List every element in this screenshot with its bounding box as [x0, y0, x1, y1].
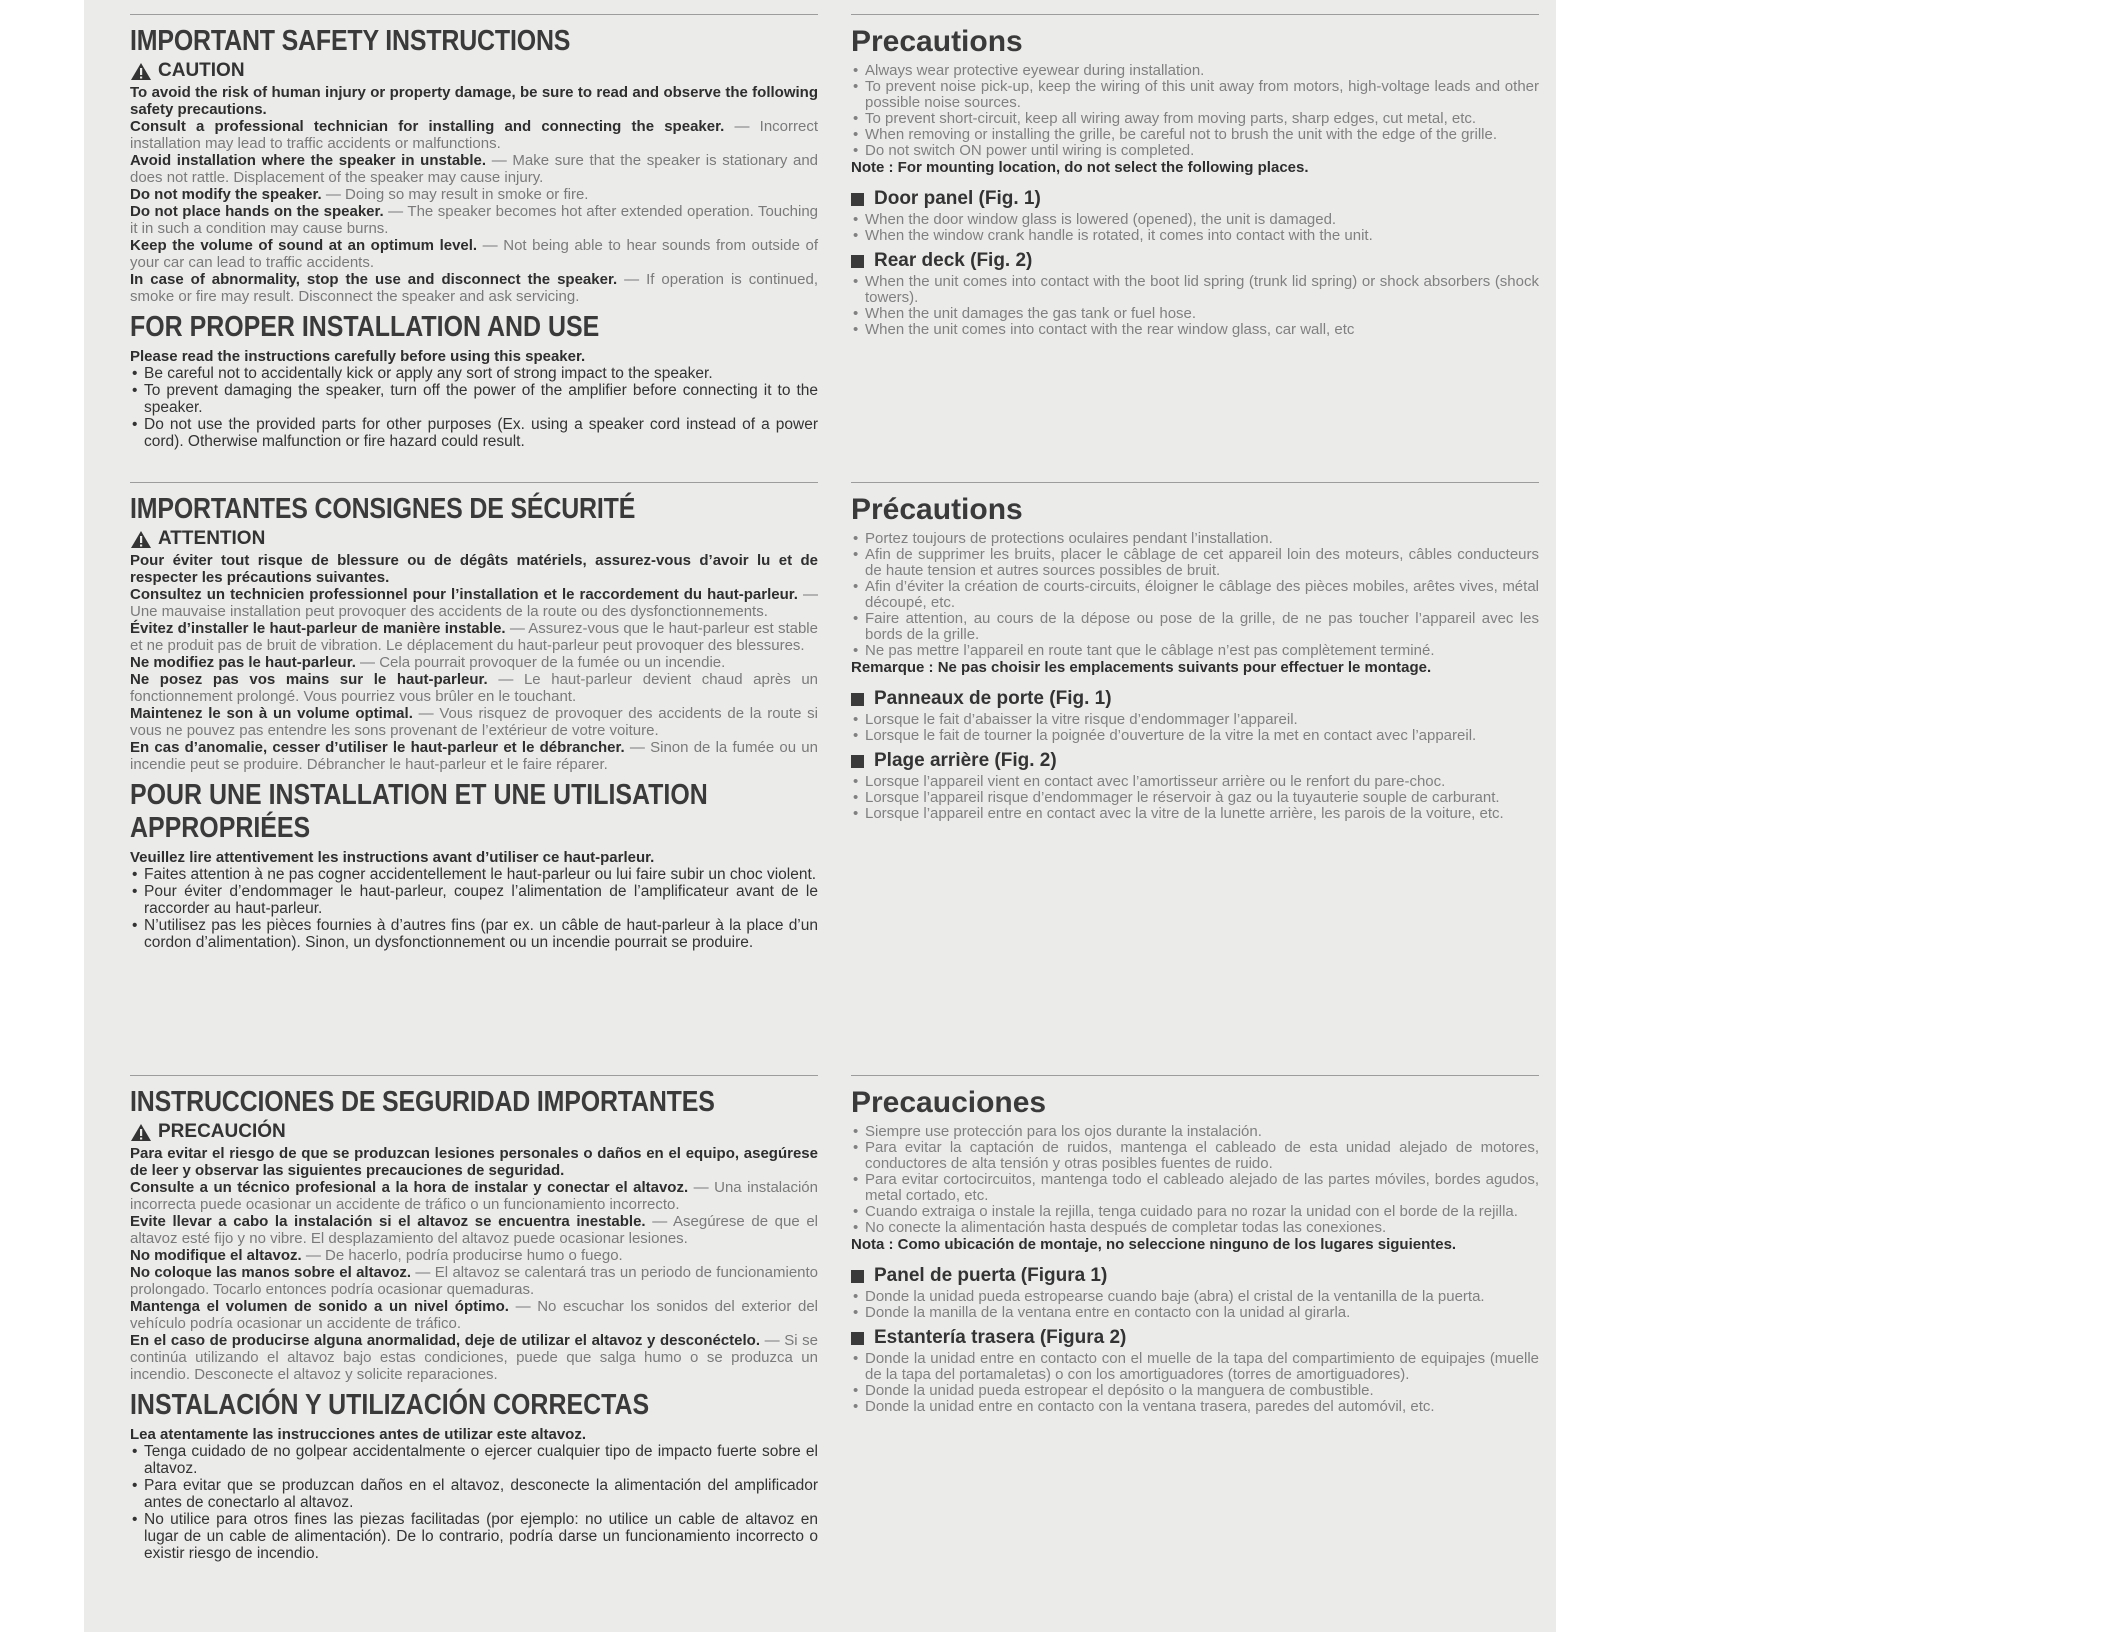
section-divider: [130, 1075, 818, 1076]
list-item: • Lorsque le fait de tourner la poignée d’ouverture de la vitre la met en contact avec l’appareil.: [851, 728, 1539, 744]
safety-item: In case of abnormality, stop the use and disconnect the speaker. — If operation is continued, smoke or fire may result. Disconnect the speaker and ask servicing.: [130, 271, 818, 305]
en-safety-section: [130, 14, 818, 450]
section-divider: [130, 14, 818, 15]
list-item: • Always wear protective eyewear during installation.: [851, 63, 1539, 79]
en-install-title: FOR PROPER INSTALLATION AND USE: [130, 311, 600, 343]
list-item: • Lorsque l’appareil entre en contact avec la vitre de la lunette arrière, les parois de la voiture, etc.: [851, 806, 1539, 822]
es-rear-heading: Estantería trasera (Figura 2): [851, 1327, 1539, 1349]
safety-item: Évitez d’installer le haut-parleur de manière instable. — Assurez-vous que le haut-parleur est stable et ne produit pas de bruit de vibration. Le déplacement du haut-parleur peut provoquer des blessures.: [130, 620, 818, 654]
square-bullet-icon: [851, 755, 864, 768]
section-divider: [851, 482, 1539, 483]
fr-install-lead: Veuillez lire attentivement les instructions avant d’utiliser ce haut-parleur.: [130, 849, 655, 866]
es-precautions-list: [851, 1124, 1539, 1236]
safety-item: Consult a professional technician for installing and connecting the speaker. — Incorrect installation may lead to traffic accidents or malfunctions.: [130, 118, 819, 152]
en-door-list: [851, 212, 1539, 244]
list-item: • Afin de supprimer les bruits, placer le câblage de cet appareil loin des moteurs, câbles conducteurs de haute tension et autres sources possibles de bruit.: [851, 547, 1539, 579]
list-item: • No conecte la alimentación hasta después de completar todas las conexiones.: [851, 1220, 1539, 1236]
list-item: • When the door window glass is lowered (opened), the unit is damaged.: [851, 212, 1539, 228]
en-precautions-section: [851, 14, 1539, 338]
fr-caution-label: ATTENTION: [158, 528, 266, 549]
section-divider: [851, 14, 1539, 15]
list-item: • Pour éviter d’endommager le haut-parleur, coupez l’alimentation de l’amplificateur avant de le raccorder au haut-parleur.: [130, 883, 818, 917]
en-safety-title: IMPORTANT SAFETY INSTRUCTIONS: [130, 25, 571, 57]
fr-install-title: POUR UNE INSTALLATION ET UNE UTILISATION APPROPRIÉES: [130, 779, 708, 844]
list-item: • Lorsque le fait d’abaisser la vitre risque d’endommager l’appareil.: [851, 712, 1539, 728]
list-item: • Cuando extraiga o instale la rejilla, tenga cuidado para no rozar la unidad con el borde de la rejilla.: [851, 1204, 1539, 1220]
list-item: • Ne pas mettre l’appareil en route tant que le câblage n’est pas complètement terminé.: [851, 643, 1539, 659]
en-install-lead: Please read the instructions carefully before using this speaker.: [130, 348, 586, 365]
list-item: • Portez toujours de protections oculaires pendant l’installation.: [851, 531, 1539, 547]
list-item: • To prevent damaging the speaker, turn off the power of the amplifier before connecting it to the speaker.: [130, 382, 818, 416]
safety-item: No modifique el altavoz. — De hacerlo, podría producirse humo o fuego.: [130, 1247, 623, 1264]
en-precautions-list: [851, 63, 1539, 159]
safety-item: Consulte a un técnico profesional a la hora de instalar y conectar el altavoz. — Una instalación incorrecta puede ocasionar un accidente de tráfico o un funcionamiento incorrecto.: [130, 1179, 818, 1213]
list-item: • When the unit comes into contact with the boot lid spring (trunk lid spring) or shock absorbers (shock towers).: [851, 274, 1539, 306]
square-bullet-icon: [851, 255, 864, 268]
safety-item: Mantenga el volumen de sonido a un nivel óptimo. — No escuchar los sonidos del exterior del vehículo podría ocasionar un accidente de tráfico.: [130, 1298, 819, 1332]
es-install-lead: Lea atentamente las instrucciones antes de utilizar este altavoz.: [130, 1426, 586, 1443]
es-safety-section: [130, 1075, 818, 1562]
en-safety-items: [130, 118, 818, 305]
safety-item: No coloque las manos sobre el altavoz. — El altavoz se calentará tras un periodo de funcionamiento prolongado. Tocarlo entonces podría ocasionar quemaduras.: [130, 1264, 819, 1298]
es-caution-heading: [130, 1121, 818, 1143]
en-rear-heading: Rear deck (Fig. 2): [851, 250, 1539, 272]
list-item: • When the unit comes into contact with the rear window glass, car wall, etc: [851, 322, 1539, 338]
es-safety-items: [130, 1179, 818, 1383]
es-precautions-title: Precauciones: [851, 1086, 1047, 1119]
fr-rear-heading: Plage arrière (Fig. 2): [851, 750, 1539, 772]
list-item: • Do not switch ON power until wiring is completed.: [851, 143, 1539, 159]
list-item: • Faites attention à ne pas cogner accidentellement le haut-parleur ou lui faire subir un choc violent.: [130, 866, 818, 883]
fr-caution-lead: Pour éviter tout risque de blessure ou de dégâts matériels, assurez-vous d’avoir lu et de respecter les précautions suivantes.: [130, 552, 818, 586]
warning-triangle-icon: [130, 1123, 152, 1142]
list-item: • Faire attention, au cours de la dépose ou pose de la grille, de ne pas toucher l’appareil avec les bords de la grille.: [851, 611, 1539, 643]
list-item: • Be careful not to accidentally kick or apply any sort of strong impact to the speaker.: [130, 365, 818, 382]
list-item: • Lorsque l’appareil vient en contact avec l’amortisseur arrière ou le renfort du pare-choc.: [851, 774, 1539, 790]
en-precautions-title: Precautions: [851, 25, 1023, 58]
fr-install-list: [130, 866, 818, 951]
warning-triangle-icon: [130, 530, 152, 549]
list-item: • When the window crank handle is rotated, it comes into contact with the unit.: [851, 228, 1539, 244]
list-item: • When the unit damages the gas tank or fuel hose.: [851, 306, 1539, 322]
fr-safety-section: [130, 482, 818, 951]
en-install-list: [130, 365, 818, 450]
en-mounting-note: Note : For mounting location, do not select the following places.: [851, 159, 1309, 176]
fr-precautions-list: [851, 531, 1539, 659]
fr-precautions-section: [851, 482, 1539, 822]
fr-rear-list: [851, 774, 1539, 822]
fr-safety-items: [130, 586, 818, 773]
list-item: • N’utilisez pas les pièces fournies à d’autres fins (par ex. un câble de haut-parleur à la place d’un cordon d’alimentation). Sinon, un dysfonctionnement ou un incendie pourrait se produire.: [130, 917, 818, 951]
es-install-list: [130, 1443, 818, 1562]
es-caution-lead: Para evitar el riesgo de que se produzcan lesiones personales o daños en el equipo, asegúrese de leer y observar las siguientes precauciones de seguridad.: [130, 1145, 818, 1179]
list-item: • Para evitar que se produzcan daños en el altavoz, desconecte la alimentación del amplificador antes de conectarlo al altavoz.: [130, 1477, 818, 1511]
es-rear-list: [851, 1351, 1539, 1415]
safety-item: Ne modifiez pas le haut-parleur. — Cela pourrait provoquer de la fumée ou un incendie.: [130, 654, 726, 671]
safety-item: Maintenez le son à un volume optimal. — Vous risquez de provoquer des accidents de la route si vous ne pouvez pas entendre les sons provenant de l’extérieur de votre voiture.: [130, 705, 818, 739]
fr-mounting-note: Remarque : Ne pas choisir les emplacements suivants pour effectuer le montage.: [851, 659, 1432, 676]
es-door-heading: Panel de puerta (Figura 1): [851, 1265, 1539, 1287]
list-item: • Para evitar cortocircuitos, mantenga todo el cableado alejado de las partes móviles, bordes agudos, metal cortado, etc.: [851, 1172, 1539, 1204]
en-caution-lead: To avoid the risk of human injury or property damage, be sure to read and observe the following safety precautions.: [130, 84, 818, 118]
en-caution-heading: [130, 60, 818, 82]
list-item: • To prevent noise pick-up, keep the wiring of this unit away from motors, high-voltage leads and other possible noise sources.: [851, 79, 1539, 111]
section-divider: [851, 1075, 1539, 1076]
safety-item: Avoid installation where the speaker in unstable. — Make sure that the speaker is stationary and does not rattle. Displacement of the speaker may cause injury.: [130, 152, 819, 186]
es-precautions-section: [851, 1075, 1539, 1415]
safety-item: Consultez un technicien professionnel pour l’installation et le raccordement du haut-parleur. — Une mauvaise installation peut provoquer des accidents de la route ou des dysfonctionnements.: [130, 586, 818, 620]
list-item: • Donde la unidad entre en contacto con el muelle de la tapa del compartimiento de equipajes (muelle de la tapa del portamaletas) o con los amortiguadores (torres de amortiguadores).: [851, 1351, 1539, 1383]
en-door-heading: Door panel (Fig. 1): [851, 188, 1539, 210]
safety-item: Do not place hands on the speaker. — The speaker becomes hot after extended operation. Touching it in such a condition may cause burns.: [130, 203, 819, 237]
list-item: • Siempre use protección para los ojos durante la instalación.: [851, 1124, 1539, 1140]
square-bullet-icon: [851, 1270, 864, 1283]
safety-item: Evite llevar a cabo la instalación si el altavoz se encuentra inestable. — Asegúrese de que el altavoz esté fijo y no vibre. El desplazamiento del altavoz puede ocasionar lesiones.: [130, 1213, 818, 1247]
list-item: • When removing or installing the grille, be careful not to brush the unit with the edge of the grille.: [851, 127, 1539, 143]
list-item: • Lorsque l’appareil risque d’endommager le réservoir à gaz ou la tuyauterie souple de carburant.: [851, 790, 1539, 806]
list-item: • Donde la unidad pueda estropear el depósito o la manguera de combustible.: [851, 1383, 1539, 1399]
fr-precautions-title: Précautions: [851, 493, 1023, 526]
en-caution-label: CAUTION: [158, 60, 245, 81]
fr-caution-heading: [130, 528, 818, 550]
fr-door-heading: Panneaux de porte (Fig. 1): [851, 688, 1539, 710]
en-rear-list: [851, 274, 1539, 338]
list-item: • To prevent short-circuit, keep all wiring away from moving parts, sharp edges, cut metal, etc.: [851, 111, 1539, 127]
fr-safety-title: IMPORTANTES CONSIGNES DE SÉCURITÉ: [130, 493, 636, 525]
list-item: • Do not use the provided parts for other purposes (Ex. using a speaker cord instead of a power cord). Otherwise malfunction or fire hazard could result.: [130, 416, 818, 450]
es-door-list: [851, 1289, 1539, 1321]
list-item: • No utilice para otros fines las piezas facilitadas (por ejemplo: no utilice un cable de altavoz en lugar de un cable de alimentación). De lo contrario, podría darse un funcionamiento incorrecto o existir riesgo de incendio.: [130, 1511, 818, 1562]
warning-triangle-icon: [130, 62, 152, 81]
list-item: • Donde la unidad entre en contacto con la ventana trasera, paredes del automóvil, etc.: [851, 1399, 1539, 1415]
list-item: • Tenga cuidado de no golpear accidentalmente o ejercer cualquier tipo de impacto fuerte sobre el altavoz.: [130, 1443, 818, 1477]
fr-door-list: [851, 712, 1539, 744]
section-divider: [130, 482, 818, 483]
list-item: • Donde la unidad pueda estropearse cuando baje (abra) el cristal de la ventanilla de la puerta.: [851, 1289, 1539, 1305]
es-caution-label: PRECAUCIÓN: [158, 1121, 286, 1142]
list-item: • Para evitar la captación de ruidos, mantenga el cableado de esta unidad alejado de motores, conductores de alta tensión y otras posibles fuentes de ruido.: [851, 1140, 1539, 1172]
square-bullet-icon: [851, 193, 864, 206]
safety-item: En el caso de producirse alguna anormalidad, deje de utilizar el altavoz y desconéctelo. — Si se continúa utilizando el altavoz bajo estas condiciones, puede que salga humo o se produzca un incendio. Desconecte el altavoz y solicite reparaciones.: [130, 1332, 818, 1383]
list-item: • Afin d’éviter la création de courts-circuits, éloigner le câblage des pièces mobiles, arêtes vives, métal découpé, etc.: [851, 579, 1539, 611]
es-safety-title: INSTRUCCIONES DE SEGURIDAD IMPORTANTES: [130, 1086, 715, 1118]
es-mounting-note: Nota : Como ubicación de montaje, no seleccione ninguno de los lugares siguientes.: [851, 1236, 1457, 1253]
safety-item: Do not modify the speaker. — Doing so may result in smoke or fire.: [130, 186, 589, 203]
square-bullet-icon: [851, 1332, 864, 1345]
safety-item: En cas d’anomalie, cesser d’utiliser le haut-parleur et le débrancher. — Sinon de la fumée ou un incendie peut se produire. Débrancher le haut-parleur et le faire réparer.: [130, 739, 818, 773]
safety-item: Keep the volume of sound at an optimum level. — Not being able to hear sounds from outside of your car can lead to traffic accidents.: [130, 237, 818, 271]
es-install-title: INSTALACIÓN Y UTILIZACIÓN CORRECTAS: [130, 1389, 650, 1421]
list-item: • Donde la manilla de la ventana entre en contacto con la unidad al girarla.: [851, 1305, 1539, 1321]
safety-item: Ne posez pas vos mains sur le haut-parleur. — Le haut-parleur devient chaud après un fonctionnement prolongé. Vous pourriez vous brûler en le touchant.: [130, 671, 819, 705]
square-bullet-icon: [851, 693, 864, 706]
